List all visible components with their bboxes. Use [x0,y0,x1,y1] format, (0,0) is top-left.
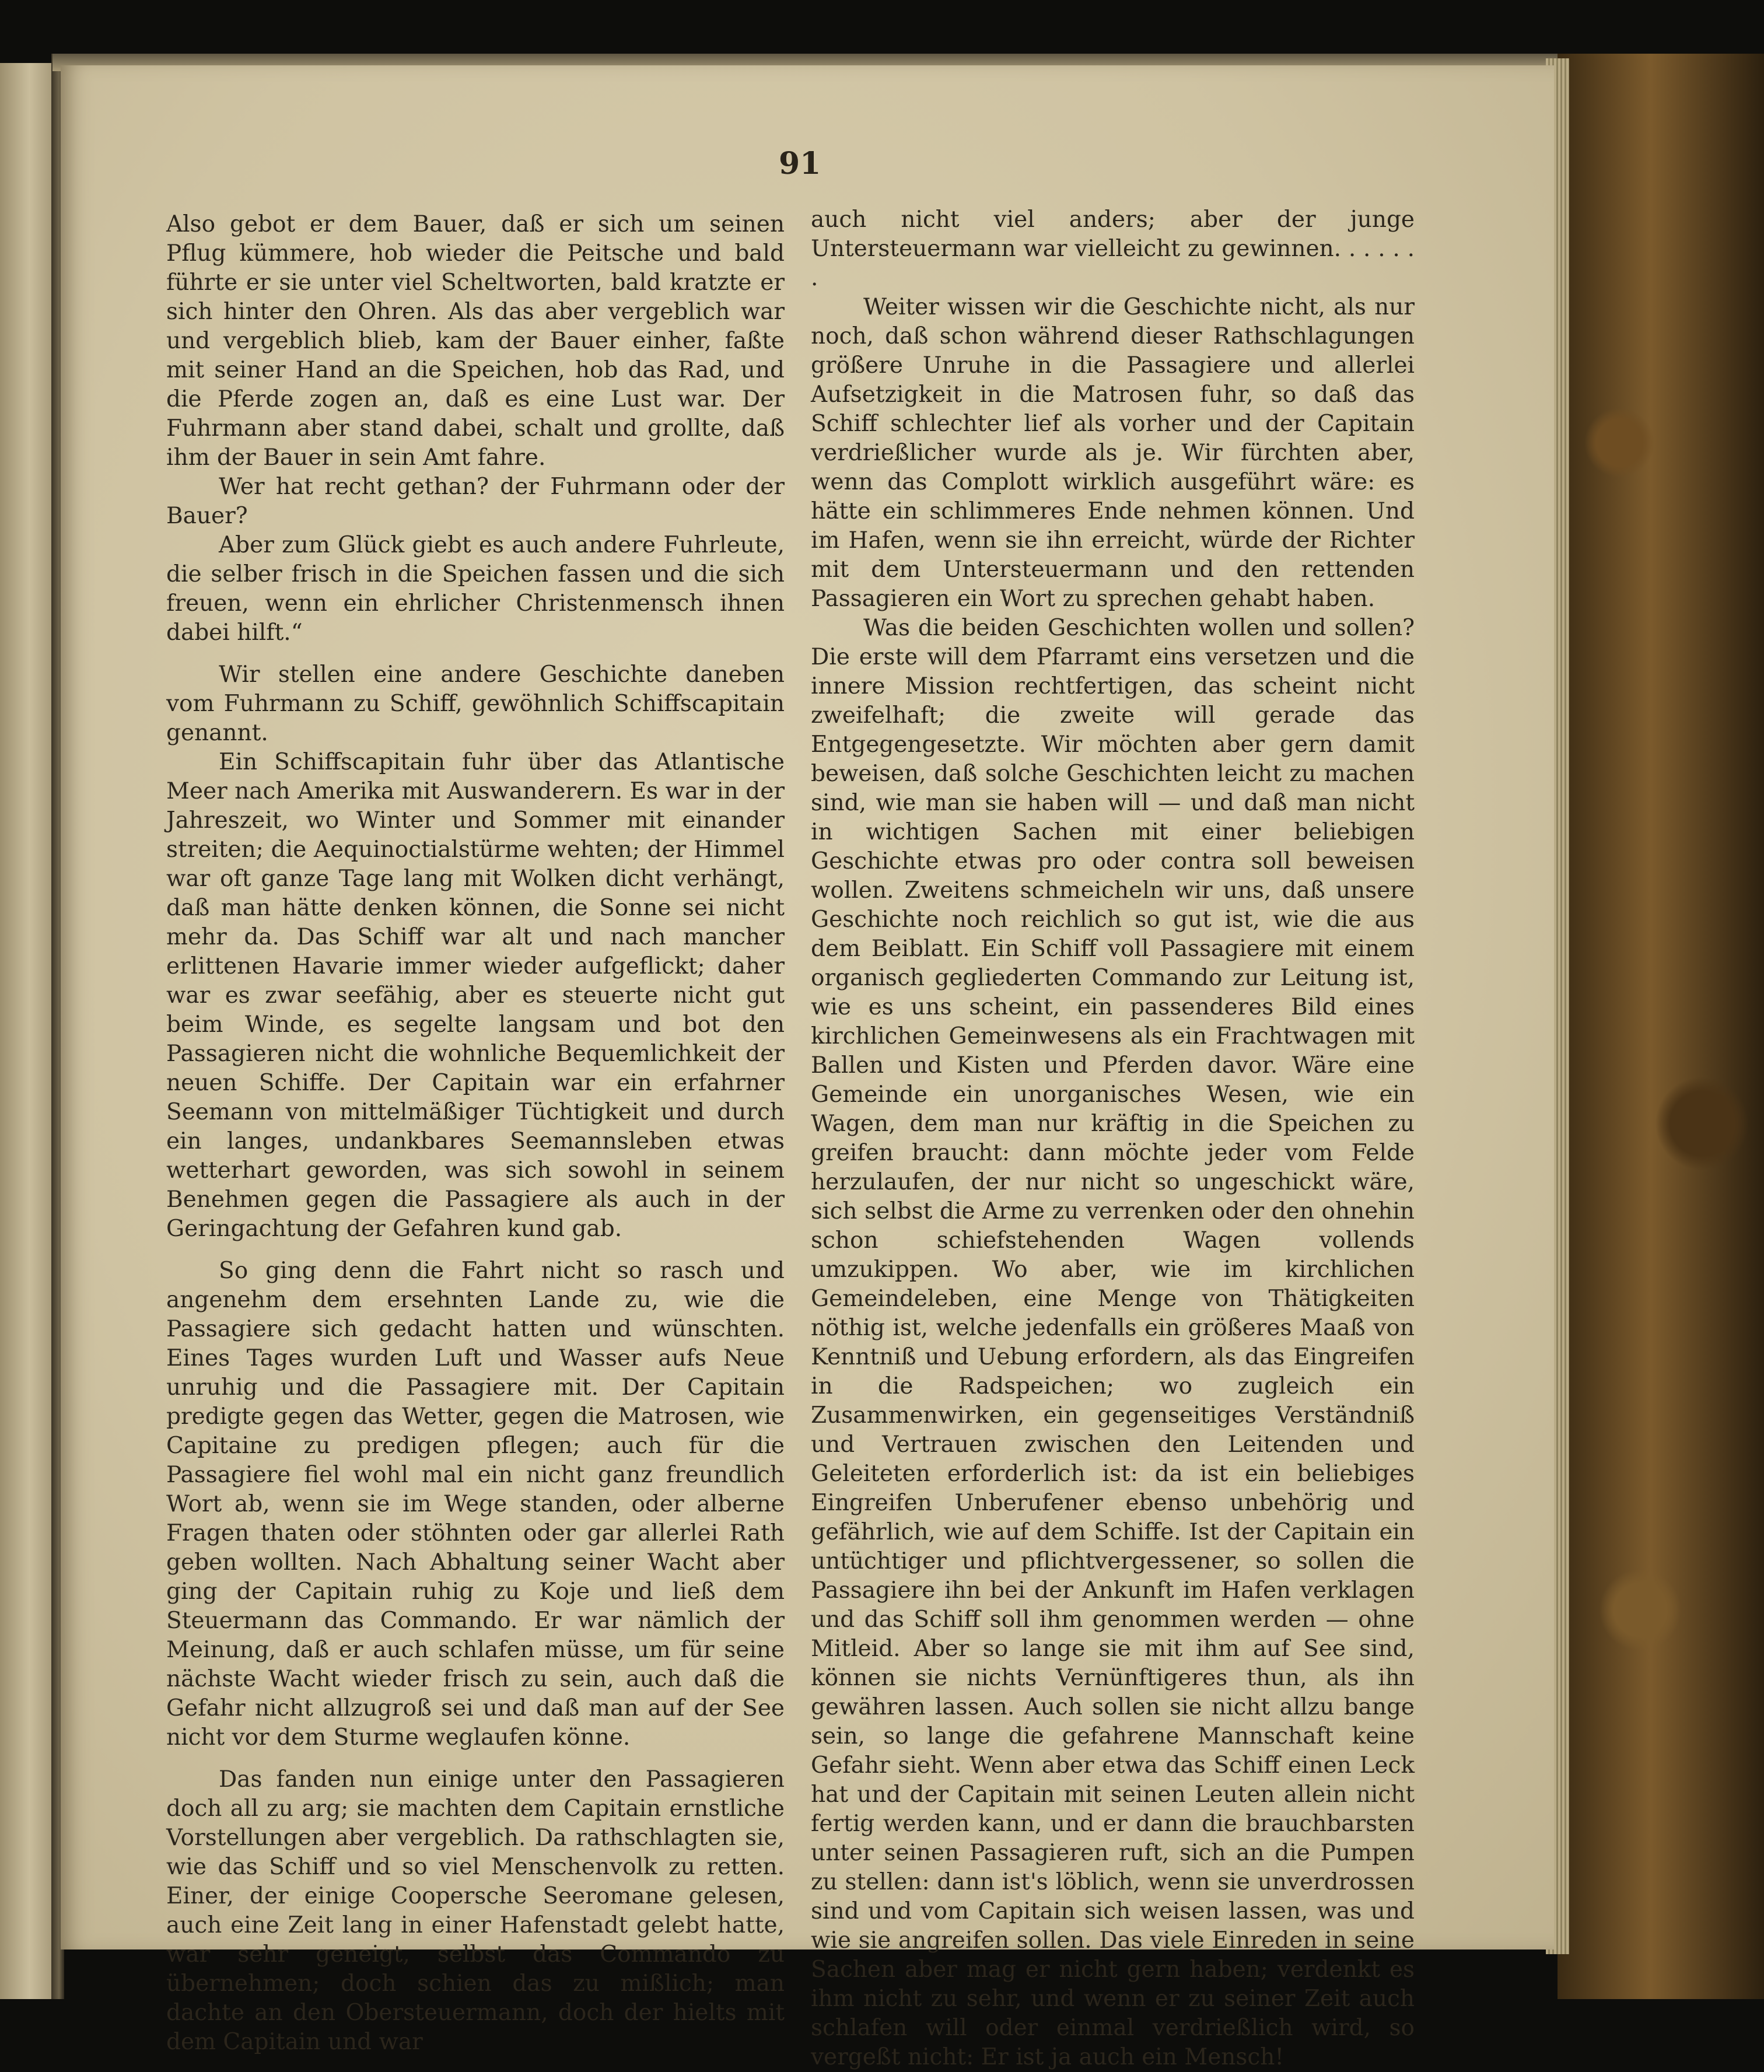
page-number: 91 [779,146,821,181]
paragraph: Aber zum Glück giebt es auch andere Fuhrleute, die selber frisch in die Speichen fassen und die sich freuen, wenn ein ehrlicher Christenmensch ihnen dabei hilft.“ [166,532,785,646]
right-column [811,205,1415,2072]
paragraph: So ging denn die Fahrt nicht so rasch und angenehm dem ersehnten Lande zu, wie die Passagiere sich gedacht hatten und wünschten. Eines Tages wurden Luft und Wasser aufs Neue unruhig und die Passagiere mit. Der Capitain predigte gegen das Wetter, gegen die Matrosen, wie Capitaine zu predigen pflegen; auch für die Passagiere fiel wohl mal ein nicht ganz freundlich Wort ab, wenn sie im Wege standen, oder alberne Fragen thaten oder stöhnten oder gar allerlei Rath geben wollten. Nach Abhaltung seiner Wacht aber ging der Capitain ruhig zu Koje und ließ dem Steuermann das Commando. Er war nämlich der Meinung, daß er auch schlafen müsse, um für seine nächste Wacht wieder frisch zu sein, auch daß die Gefahr nicht allzugroß sei und daß man auf der See nicht vor dem Sturme weglaufen könne. [166,1258,785,1751]
marbled-cover-board [1558,54,1764,1999]
paragraph: auch nicht viel anders; aber der junge Untersteuermann war vielleicht zu gewinnen. . . . . . . [811,206,1415,291]
paragraph: Also gebot er dem Bauer, daß er sich um seinen Pflug kümmere, hob wieder die Peitsche und bald führte er sie unter viel Scheltworten, bald kratzte er sich hinter den Ohren. Als das aber vergeblich war und vergeblich blieb, kam der Bauer einher, faßte mit seiner Hand an die Speichen, hob das Rad, und die Pferde zogen an, daß es eine Lust war. Der Fuhrmann aber stand dabei, schalt und grollte, daß ihm der Bauer in sein Amt fahre. [166,211,785,471]
paragraph: Was die beiden Geschichten wollen und sollen? Die erste will dem Pfarramt eins versetzen und die innere Mission rechtfertigen, das scheint nicht zweifelhaft; die zweite will gerade das Entgegengesetzte. Wir möchten aber gern damit beweisen, daß solche Geschichten leicht zu machen sind, wie man sie haben will — und daß man nicht in wichtigen Sachen mit einer beliebigen Geschichte etwas pro oder contra soll beweisen wollen. Zweitens schmeicheln wir uns, daß unsere Geschichte noch reichlich so gut ist, wie die aus dem Beiblatt. Ein Schiff voll Passagiere mit einem organisch gegliederten Commando zur Leitung ist, wie es uns scheint, ein passenderes Bild eines kirchlichen Gemeinwesens als ein Frachtwagen mit Ballen und Kisten und Pferden davor. Wäre eine Gemeinde ein unorganisches Wesen, wie ein Wagen, dem man nur kräftig in die Speichen zu greifen braucht: dann möchte jeder vom Felde herzulaufen, der nur nicht so ungeschickt wäre, sich selbst die Arme zu verrenken oder den ohnehin schon schiefstehenden Wagen vollends umzukippen. Wo aber, wie im kirchlichen Gemeindeleben, eine Menge von Thätigkeiten nöthig ist, welche jedenfalls ein größeres Maaß von Kenntniß und Uebung erfordern, als das Eingreifen in die Radspeichen; wo zugleich ein Zusammenwirken, ein gegenseitiges Verständniß und Vertrauen zwischen den Leitenden und Geleiteten erforderlich ist: da ist ein beliebiges Eingreifen Unberufener ebenso unbehörig und gefährlich, wie auf dem Schiffe. Ist der Capitain ein untüchtiger und pflichtvergessener, so sollen die Passagiere ihn bei der Ankunft im Hafen verklagen und das Schiff soll ihm genommen werden — ohne Mitleid. Aber so lange sie mit ihm auf See sind, können sie nichts Vernünftigeres thun, als ihn gewähren lassen. Auch sollen sie nicht allzu bange sein, so lange die gefahrene Mannschaft keine Gefahr sieht. Wenn aber etwa das Schiff einen Leck hat und der Capitain mit seinen Leuten allein nicht fertig werden kann, und er dann die brauchbarsten unter seinen Passagieren ruft, sich an die Pumpen zu stellen: dann ist's löblich, wenn sie unverdrossen sind und vom Capitain sich weisen lassen, was und wie sie angreifen sollen. Das viele Einreden in seine Sachen aber mag er nicht gern haben; verdenkt es ihm nicht zu sehr, und wenn er zu seiner Zeit auch schlafen will oder einmal verdrießlich wird, so vergeßt nicht: Er ist ja auch ein Mensch! [811,615,1415,2070]
paragraph: Wir stellen eine andere Geschichte daneben vom Fuhrmann zu Schiff, gewöhnlich Schiffscapitain genannt. [166,662,785,746]
left-column [166,210,785,2057]
paragraph: Wer hat recht gethan? der Fuhrmann oder der Bauer? [166,474,785,529]
facing-page-edge [0,63,54,1999]
paragraph: Das fanden nun einige unter den Passagieren doch all zu arg; sie machten dem Capitain ernstliche Vorstellungen aber vergeblich. Da rathschlagten sie, wie das Schiff und so viel Menschenvolk zu retten. Einer, der einige Coopersche Seeromane gelesen, auch eine Zeit lang in einer Hafenstadt gelebt hatte, war sehr geneigt, selbst das Commando zu übernehmen; doch schien das zu mißlich; man dachte an den Obersteuermann, doch der hielts mit dem Capitain und war [166,1766,785,2055]
paragraph: Ein Schiffscapitain fuhr über das Atlantische Meer nach Amerika mit Auswanderern. Es war in der Jahreszeit, wo Winter und Sommer mit einander streiten; die Aequinoctialstürme wehten; der Himmel war oft ganze Tage lang mit Wolken dicht verhängt, daß man hätte denken können, die Sonne sei nicht mehr da. Das Schiff war alt und nach mancher erlittenen Havarie immer wieder aufgeflickt; daher war es zwar seefähig, aber es steuerte nicht gut beim Winde, es segelte langsam und bot den Passagieren nicht die wohnliche Bequemlichkeit der neuen Schiffe. Der Capitain war ein erfahrner Seemann von mittelmäßiger Tüchtigkeit und durch ein langes, undankbares Seemannsleben etwas wetterhart geworden, was sich sowohl in seinem Benehmen gegen die Passagiere als auch in der Geringachtung der Gefahren kund gab. [166,749,785,1242]
paragraph: Weiter wissen wir die Geschichte nicht, als nur noch, daß schon während dieser Rathschlagungen größere Unruhe in die Passagiere und allerlei Aufsetzigkeit in die Matrosen fuhr, so daß das Schiff schlechter lief als vorher und der Capitain verdrießlicher wurde als je. Wir fürchten aber, wenn das Complott wirklich ausgeführt wäre: es hätte ein schlimmeres Ende nehmen können. Und im Hafen, wenn sie ihn erreicht, würde der Richter mit dem Untersteuermann und den rettenden Passagieren ein Wort zu sprechen gehabt haben. [811,294,1415,612]
